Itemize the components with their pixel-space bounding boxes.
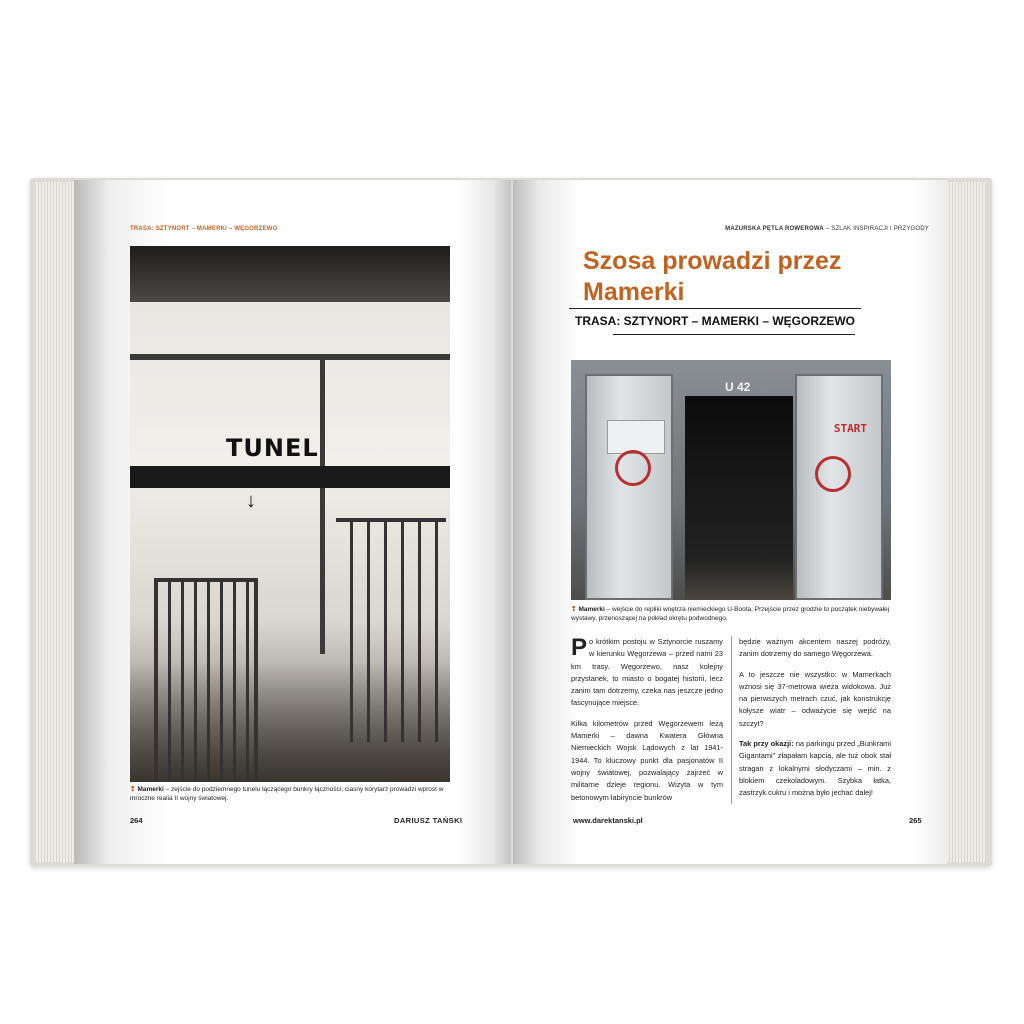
hatch-wheel-left-icon <box>615 450 651 486</box>
running-head-right-rest: – SZLAK INSPIRACJI I PRZYGODY <box>823 226 929 232</box>
running-head-right <box>725 226 929 232</box>
hatch-door-left <box>585 374 673 600</box>
caption-right-text: – wejście do repliki wnętrza niemieckiego U-Boota. Przejście przez grodzie to początek niebywałej wystawy, przenoszącej na pokład okrętu podwodnego. <box>571 606 890 622</box>
photo-caption-right <box>571 606 893 623</box>
down-arrow-icon: ↓ <box>246 490 256 512</box>
photo-ceiling-shadow <box>130 246 450 302</box>
left-page <box>74 180 511 864</box>
column-divider <box>731 636 732 804</box>
route-subtitle: TRASA: SZTYNORT – MAMERKI – WĘGORZEWO <box>569 308 861 328</box>
tunnel-sign: TUNEL <box>226 434 319 462</box>
pin-icon: ❢ <box>130 786 136 793</box>
photo-horizontal-pipe <box>130 354 450 360</box>
paragraph: Kilka kilometrów przed Węgorzewem leżą Mamerki – dawna Kwatera Główna Niemieckich Wojsk Lądowych z lat 1941-1944. To kluczowy punkt dla pasjonatów II wojny światowej, pozwalający zajrzeć w militarne dzieje regionu. Wizyta w tym betonowym labiryncie bunkrów <box>571 718 723 802</box>
website-url: www.darektanski.pl <box>573 816 643 825</box>
page-number-left: 264 <box>130 816 143 825</box>
caption-right-bold: Mamerki <box>578 606 605 613</box>
pin-icon: ❢ <box>571 606 577 613</box>
photo-vertical-pipe <box>320 354 325 654</box>
photo-dark-band <box>130 466 450 488</box>
caption-left-text: – zejście do podziemnego tunelu łączącego bunkry łączności; ciasny korytarz prowadzi wprost w mroczne realia II wojny światowej. <box>130 786 444 802</box>
author-name: DARIUSZ TAŃSKI <box>394 816 463 825</box>
running-head-left: TRASA: SZTYNORT – MAMERKI – WĘGORZEWO <box>130 226 278 232</box>
photo-caption-left <box>130 786 448 803</box>
chapter-title <box>583 246 883 308</box>
chapter-title-line1: Szosa prowadzi przez <box>583 247 842 275</box>
tip-label: Tak przy okazji: <box>739 739 794 749</box>
start-label: START <box>833 422 867 435</box>
stair-railing <box>154 578 258 782</box>
drop-cap: P <box>571 634 588 661</box>
paragraph <box>739 738 891 799</box>
text-column-left <box>571 636 723 812</box>
u42-label: U 42 <box>725 380 751 394</box>
route-underline <box>613 334 855 335</box>
paragraph: będzie ważnym akcentem naszej podróży, zanim dotrzemy do samego Węgorzewa. <box>739 637 891 659</box>
page-number-right: 265 <box>909 816 922 825</box>
running-head-right-bold: MAZURSKA PĘTLA ROWEROWA <box>725 226 824 232</box>
page-edges-left <box>36 182 78 862</box>
paragraph: A to jeszcze nie wszystko: w Mamerkach wznosi się 37-metrowa wieża widokowa. Już na pierwszych metrach czuć, jak konstrukcję kołysze wiatr – odważycie się wejść na szczyt? <box>739 669 891 728</box>
open-book <box>30 178 992 866</box>
side-railing <box>336 518 446 742</box>
text-column-right <box>739 636 891 808</box>
photo-corridor <box>685 396 793 600</box>
paragraph <box>571 636 723 710</box>
right-page <box>513 180 947 864</box>
caption-left-bold: Mamerki <box>137 786 164 793</box>
hatch-wheel-right-icon <box>815 456 851 492</box>
chapter-title-line2: Mamerki <box>583 278 685 306</box>
paragraph-text: o krótkim postoju w Sztynorcie ruszamy w kierunku Węgorzewa – przed nami 23 km trasy. Węgorzewo, nasz kolejny przystanek, to miasto o bogatej historii, lecz zanim tam dotrzemy, czeka nas jeszcze jedno fascynujące miejsce. <box>571 637 723 708</box>
tip-text: na parkingu przed „Bunkrami Gigantami” złapałam kapcia, ale tuż obok stał stragan z lokalnymi słodyczami – min. z blokiem czekoladowym. Szybka łatka, zastrzyk cukru i można było jechać dalej! <box>739 739 891 798</box>
uboot-photo <box>571 360 891 600</box>
tunnel-photo <box>130 246 450 782</box>
door-notice-paper <box>607 420 665 454</box>
page-edges-right <box>944 182 986 862</box>
